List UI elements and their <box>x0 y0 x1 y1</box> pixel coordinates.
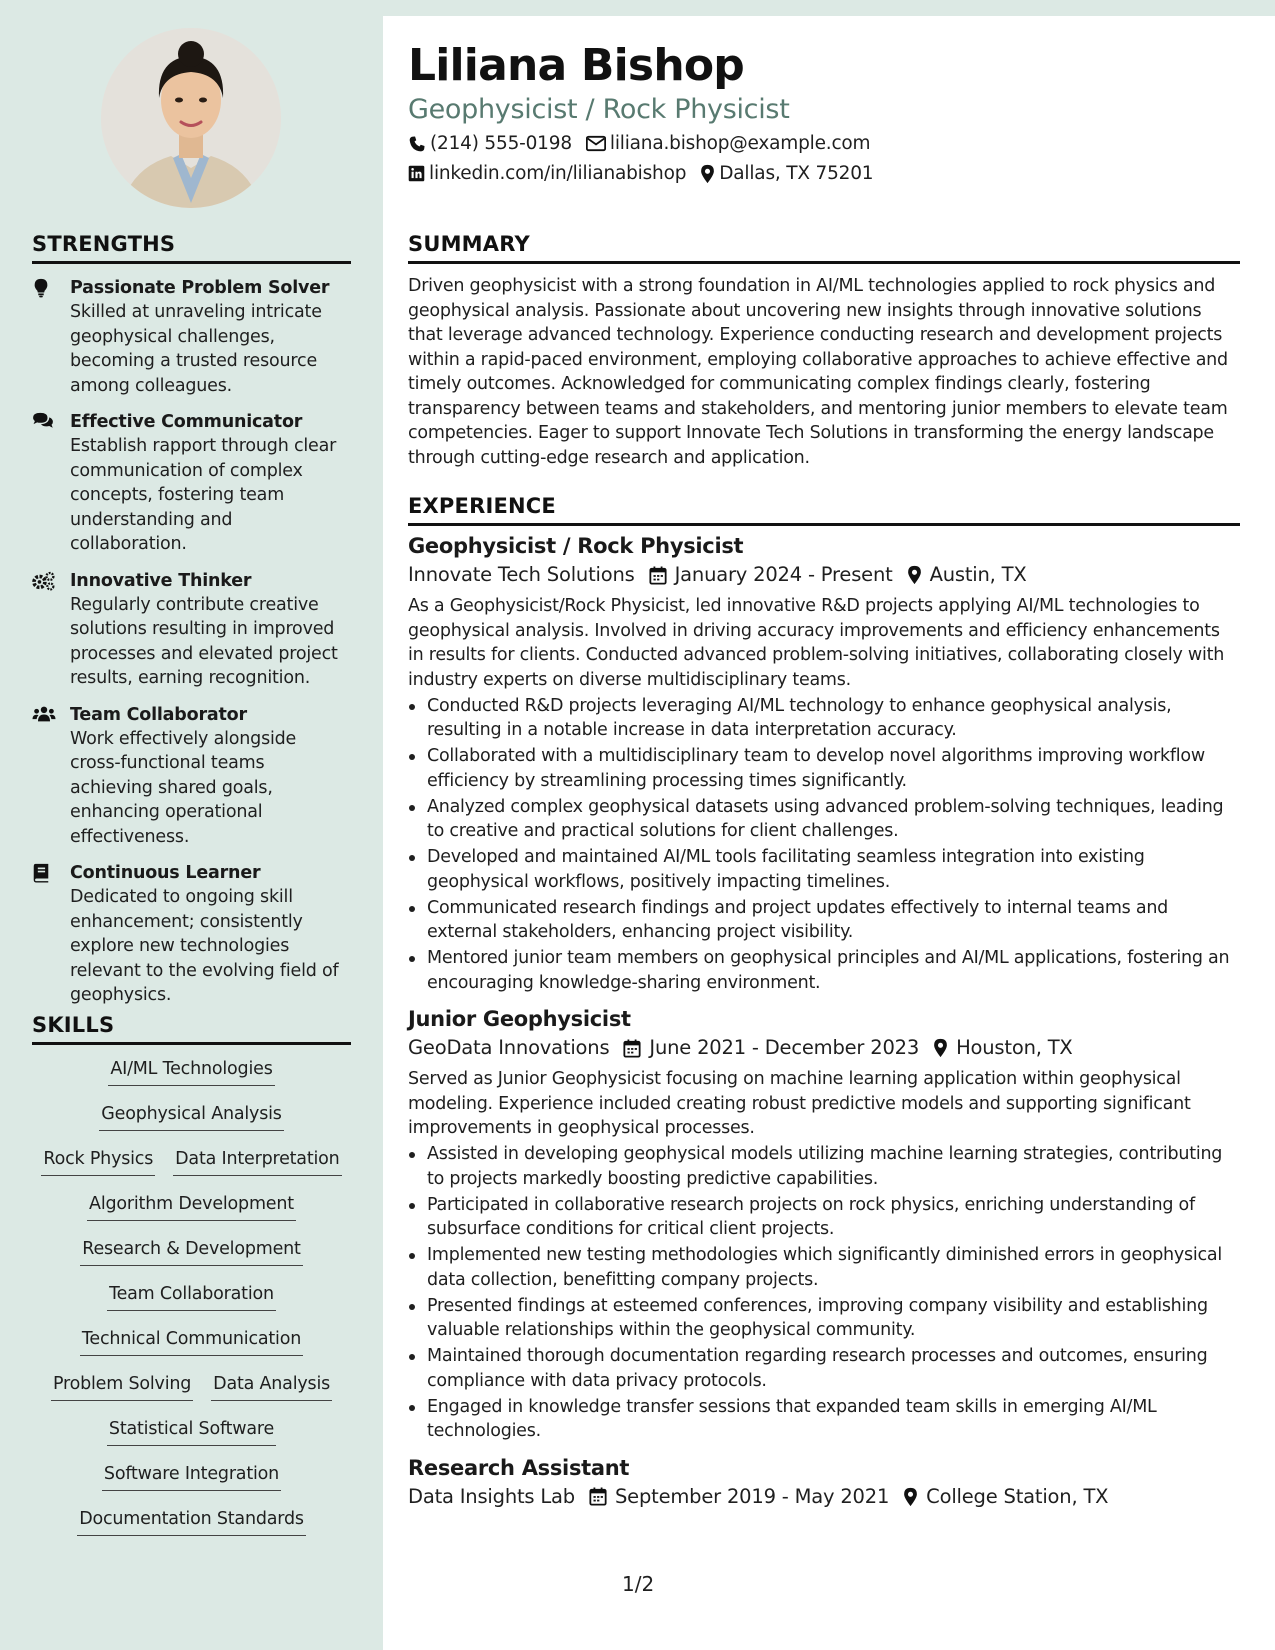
map-pin-icon <box>700 164 715 184</box>
job-dates: January 2024 - Present <box>674 563 893 586</box>
job-meta <box>408 560 1240 590</box>
email-contact[interactable] <box>586 133 870 154</box>
users-icon <box>32 705 56 723</box>
calendar-icon <box>589 1487 607 1506</box>
skill-tag: Rock Physics <box>41 1147 155 1176</box>
job-description: As a Geophysicist/Rock Physicist, led innovative R&D projects applying AI/ML technologies to geophysical analysis. Involved in driving accuracy improvements and efficiency enhancements in results for clients. Conducted advanced problem-solving initiatives, collaborating closely with industry experts on diverse multidisciplinary teams. <box>408 596 1225 690</box>
job-title: Junior Geophysicist <box>408 1007 631 1031</box>
strength-item <box>32 703 351 850</box>
job-entry <box>408 1005 1240 1444</box>
list-item: Maintained thorough documentation regarding research processes and outcomes, ensuring compliance with data privacy protocols. <box>408 1344 1240 1393</box>
strength-title: Continuous Learner <box>70 863 261 883</box>
strengths-section <box>32 232 351 1008</box>
job-location: Houston, TX <box>956 1036 1073 1059</box>
linkedin-text: linkedin.com/in/lilianabishop <box>429 163 687 184</box>
job-meta <box>408 1033 1240 1063</box>
strength-desc: Dedicated to ongoing skill enhancement; consistently explore new technologies relevant to the evolving field of geophysics. <box>70 887 339 1005</box>
job-title: Research Assistant <box>408 1455 630 1480</box>
job-dates: June 2021 - December 2023 <box>649 1036 920 1059</box>
phone-text: (214) 555-0198 <box>430 133 572 154</box>
calendar-icon <box>623 1039 641 1058</box>
list-item: Collaborated with a multidisciplinary team to develop novel algorithms improving workflow efficiency by streamlining processing times significantly. <box>408 744 1240 793</box>
skill-tag: Software Integration <box>102 1462 281 1491</box>
list-item: Presented findings at esteemed conferences, improving company visibility and establishing valuable relationships within the geophysical community. <box>408 1294 1240 1343</box>
job-dates: September 2019 - May 2021 <box>614 1484 890 1508</box>
job-bullets <box>408 1142 1240 1444</box>
skills-heading: SKILLS <box>32 1013 351 1045</box>
list-item: Communicated research findings and project updates effectively to internal teams and external stakeholders, enhancing project visibility. <box>408 896 1240 945</box>
candidate-title: Geophysicist / Rock Physicist <box>408 94 790 125</box>
experience-heading: EXPERIENCE <box>408 494 1240 526</box>
list-item: Developed and maintained AI/ML tools facilitating seamless integration into existing geophysical workflows, positively impacting timelines. <box>408 845 1240 894</box>
summary-text: Driven geophysicist with a strong foundation in AI/ML technologies applied to rock physics and geophysical analysis. Passionate about uncovering new insights through innovative solutions that leverage advanced technology. Experience conducting research and development projects within a rapid-paced environment, employing collaborative approaches to achieve effective and timely outcomes. Acknowledged for communicating complex findings clearly, fostering transparency between teams and stakeholders, and mentoring junior members to elevate team competencies. Eager to support Innovate Tech Solutions in transforming the energy landscape through cutting-edge research and application. <box>408 276 1228 468</box>
job-location: Austin, TX <box>929 563 1027 586</box>
comments-icon <box>32 412 54 430</box>
location-text: Dallas, TX 75201 <box>719 163 874 184</box>
top-band <box>383 0 1275 16</box>
phone-icon <box>408 135 426 153</box>
job-company: GeoData Innovations <box>408 1036 610 1059</box>
job-location: College Station, TX <box>926 1484 1109 1508</box>
phone-contact[interactable] <box>408 133 572 154</box>
map-pin-icon <box>933 1038 948 1058</box>
summary-heading: SUMMARY <box>408 232 1240 264</box>
job-entry <box>408 1454 1240 1512</box>
strength-item <box>32 569 351 691</box>
list-item: Engaged in knowledge transfer sessions that expanded team skills in emerging AI/ML technologies. <box>408 1395 1240 1444</box>
skill-tag: Documentation Standards <box>77 1507 306 1536</box>
strengths-heading: STRENGTHS <box>32 232 351 264</box>
email-text: liliana.bishop@example.com <box>609 133 871 154</box>
strength-title: Team Collaborator <box>70 704 247 725</box>
job-company: Data Insights Lab <box>408 1484 575 1508</box>
strength-item <box>32 410 351 557</box>
lightbulb-icon <box>32 278 50 298</box>
job-description: Served as Junior Geophysicist focusing on machine learning application within geophysical modeling. Experience included creating robust predictive models and supporting significant improvements in geophysical processes. <box>408 1069 1191 1138</box>
map-pin-icon <box>907 565 922 585</box>
profile-photo <box>101 28 281 208</box>
skill-tag: Data Analysis <box>211 1372 332 1401</box>
location-contact <box>700 163 873 184</box>
list-item: Analyzed complex geophysical datasets using advanced problem-solving techniques, leading to creative and practical solutions for client challenges. <box>408 795 1240 844</box>
skill-tag: Technical Communication <box>80 1327 303 1356</box>
strength-item <box>32 276 351 398</box>
contact-row-1 <box>408 133 884 154</box>
strength-desc: Regularly contribute creative solutions resulting in improved processes and elevated project results, earning recognition. <box>70 594 338 688</box>
skill-tag: Algorithm Development <box>87 1192 296 1221</box>
skill-tag: AI/ML Technologies <box>108 1057 274 1086</box>
page-number: 1/2 <box>622 1572 655 1596</box>
strength-item <box>32 861 351 1008</box>
cogs-icon <box>32 571 56 591</box>
experience-section <box>408 494 1240 1512</box>
candidate-name: Liliana Bishop <box>408 40 744 91</box>
skill-tag: Geophysical Analysis <box>99 1102 283 1131</box>
list-item: Participated in collaborative research projects on rock physics, enriching understanding of subsurface conditions for critical client projects. <box>408 1193 1240 1242</box>
skills-list <box>32 1057 351 1552</box>
strength-desc: Establish rapport through clear communication of complex concepts, fostering team understanding and collaboration. <box>70 436 337 554</box>
linkedin-contact[interactable] <box>408 163 686 184</box>
skill-tag: Research & Development <box>80 1237 302 1266</box>
skills-section <box>32 1013 351 1552</box>
job-bullets <box>408 694 1240 996</box>
strength-desc: Work effectively alongside cross-functional teams achieving shared goals, enhancing operational effectiveness. <box>70 728 297 847</box>
list-item: Assisted in developing geophysical models utilizing machine learning strategies, contributing to projects markedly boosting predictive capabilities. <box>408 1142 1240 1191</box>
job-meta <box>408 1482 1240 1512</box>
strength-desc: Skilled at unraveling intricate geophysical challenges, becoming a trusted resource among colleagues. <box>70 302 322 396</box>
list-item: Conducted R&D projects leveraging AI/ML technology to enhance geophysical analysis, resulting in a notable increase in data interpretation accuracy. <box>408 694 1240 743</box>
calendar-icon <box>649 566 667 585</box>
strength-title: Innovative Thinker <box>70 570 252 591</box>
contact-row-2 <box>408 163 887 184</box>
list-item: Implemented new testing methodologies which significantly diminished errors in geophysical data collection, benefitting company projects. <box>408 1243 1240 1292</box>
map-pin-icon <box>903 1487 918 1507</box>
book-icon <box>32 863 50 883</box>
list-item: Mentored junior team members on geophysical principles and AI/ML applications, fostering an encouraging knowledge-sharing environment. <box>408 946 1240 995</box>
job-entry <box>408 532 1240 995</box>
summary-section <box>408 232 1240 470</box>
job-title: Geophysicist / Rock Physicist <box>408 534 744 558</box>
envelope-icon <box>586 135 606 152</box>
strength-title: Effective Communicator <box>70 412 303 432</box>
strength-title: Passionate Problem Solver <box>70 278 330 298</box>
skill-tag: Data Interpretation <box>173 1147 341 1176</box>
skill-tag: Team Collaboration <box>107 1282 276 1311</box>
skill-tag: Problem Solving <box>51 1372 193 1401</box>
linkedin-icon <box>408 165 425 182</box>
job-company: Innovate Tech Solutions <box>408 563 635 586</box>
skill-tag: Statistical Software <box>107 1417 276 1446</box>
